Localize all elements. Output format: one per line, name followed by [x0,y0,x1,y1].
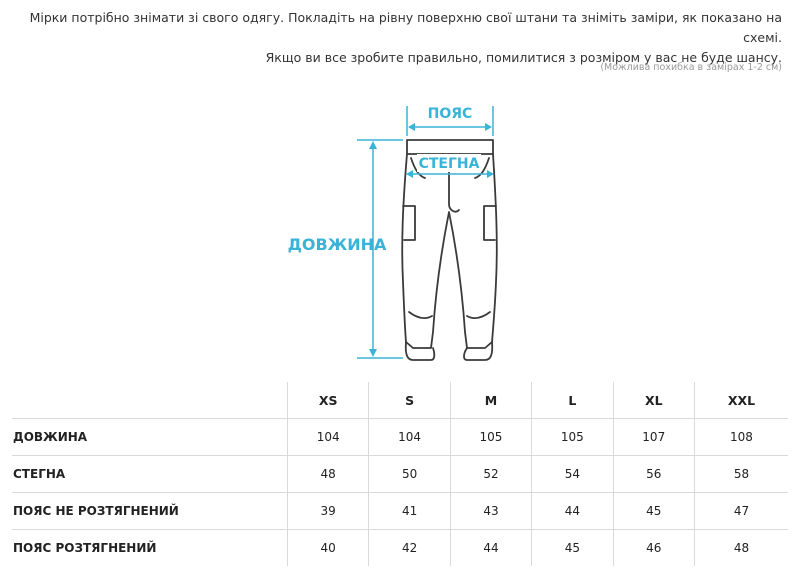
table-cell: 56 [613,456,694,493]
table-cell: 39 [288,493,369,530]
size-header-m: M [450,382,531,419]
length-label: ДОВЖИНА [287,235,387,254]
table-cell: 40 [288,530,369,567]
size-header-corner [12,382,288,419]
table-row-waist-stretched [12,530,788,567]
table-cell: 104 [369,419,450,456]
size-header-xs: XS [288,382,369,419]
intro-text [0,8,782,68]
table-cell: 48 [694,530,788,567]
size-header-row [12,382,788,419]
table-row-length [12,419,788,456]
table-cell: 47 [694,493,788,530]
table-cell: 105 [450,419,531,456]
table-row-waist-relaxed [12,493,788,530]
row-label-waist-relaxed: ПОЯС НЕ РОЗТЯГНЕНИЙ [12,493,288,530]
measurement-note: (Можлива похибка в замірах 1-2 см) [600,62,782,73]
table-cell: 104 [288,419,369,456]
table-cell: 42 [369,530,450,567]
table-cell: 45 [613,493,694,530]
table-cell: 54 [532,456,613,493]
pants-measurement-diagram [255,92,540,374]
size-header-s: S [369,382,450,419]
table-cell: 107 [613,419,694,456]
size-header-xl: XL [613,382,694,419]
table-cell: 50 [369,456,450,493]
table-cell: 52 [450,456,531,493]
waist-label: ПОЯС [427,106,473,122]
table-cell: 44 [450,530,531,567]
table-cell: 46 [613,530,694,567]
row-label-length: ДОВЖИНА [12,419,288,456]
table-cell: 58 [694,456,788,493]
table-cell: 45 [532,530,613,567]
table-cell: 41 [369,493,450,530]
table-row-hips [12,456,788,493]
table-cell: 48 [288,456,369,493]
table-cell: 44 [532,493,613,530]
row-label-hips: СТЕГНА [12,456,288,493]
pants-diagram-svg [255,92,540,374]
hips-label: СТЕГНА [418,156,480,172]
size-table [12,382,788,566]
size-header-l: L [532,382,613,419]
size-header-xxl: XXL [694,382,788,419]
table-cell: 43 [450,493,531,530]
pants-icon [402,140,497,360]
intro-line-1: Мірки потрібно знімати зі свого одягу. Покладіть на рівну поверхню свої штани та зніміть заміри, як показано на схемі. [29,10,782,45]
table-cell: 108 [694,419,788,456]
table-cell: 105 [532,419,613,456]
row-label-waist-stretched: ПОЯС РОЗТЯГНЕНИЙ [12,530,288,567]
intro-line-2: Якщо ви все зробите правильно, помилитися з розміром у вас не буде шансу. [265,50,782,65]
